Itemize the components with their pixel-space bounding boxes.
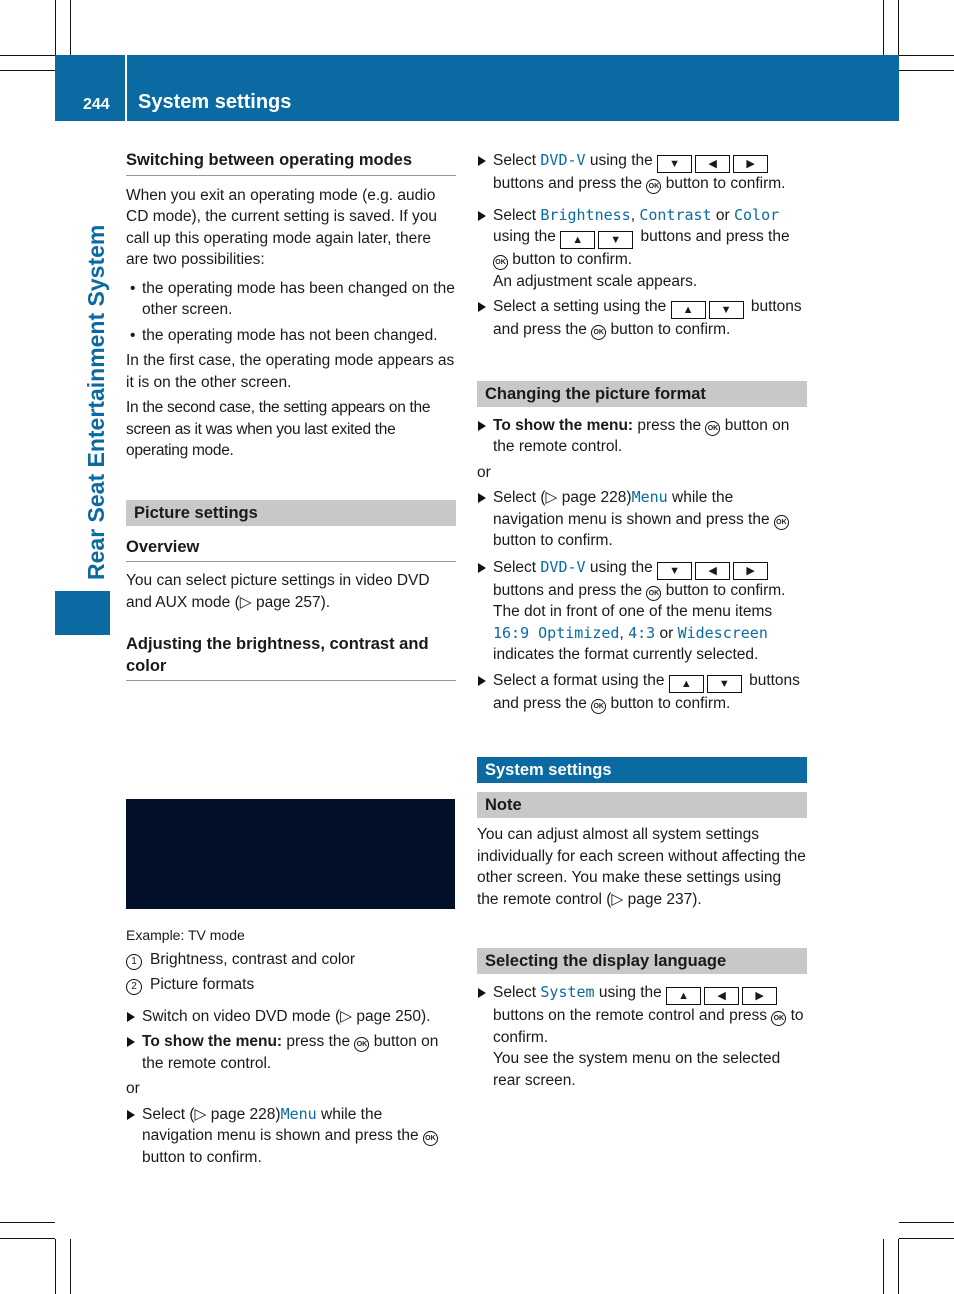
step-arrow-icon <box>127 1012 135 1022</box>
right-key-icon: ▶ <box>742 987 777 1005</box>
step-item: Switch on video DVD mode (▷ page 250). <box>126 1006 456 1028</box>
step-item: To show the menu: press the OK button on the remote control. <box>477 415 807 458</box>
ok-button-icon: OK <box>646 586 661 601</box>
list-item: • the operating mode has not been changed. <box>126 325 456 347</box>
legend-item: 2 Picture formats <box>126 974 456 996</box>
image-caption: Example: TV mode <box>126 927 245 943</box>
step-item: Select Brightness, Contrast or Color using the ▲ ▼ buttons and press the OK button to confirm. An adjustment scale appears. <box>477 205 807 293</box>
side-tab <box>55 591 110 635</box>
paragraph: When you exit an operating mode (e.g. audio CD mode), the current setting is saved. If you call up this operating mode again later, there are two possibilities: <box>126 186 437 268</box>
crop-mark <box>0 70 55 71</box>
left-key-icon: ◀ <box>695 562 730 580</box>
crop-mark <box>55 1239 56 1294</box>
step-arrow-icon <box>478 302 486 312</box>
ok-button-icon: OK <box>646 179 661 194</box>
step-arrow-icon <box>478 988 486 998</box>
up-key-icon: ▲ <box>560 231 595 249</box>
step-item: Select DVD-V using the ▼ ◀ ▶ buttons and press the OK button to confirm. <box>477 150 807 195</box>
ok-button-icon: OK <box>705 421 720 436</box>
crop-mark <box>0 55 55 56</box>
down-key-icon: ▼ <box>707 675 742 693</box>
crop-mark <box>898 0 899 55</box>
section-bar-system-settings: System settings <box>477 757 807 783</box>
left-key-icon: ◀ <box>695 155 730 173</box>
step-item: Select System using the ▲ ◀ ▶ buttons on the remote control and press OK to confirm. You see the system menu on the selected rear screen. <box>477 982 807 1091</box>
step-arrow-icon <box>127 1110 135 1120</box>
step-item: To show the menu: press the OK button on the remote control. <box>126 1031 456 1074</box>
down-key-icon: ▼ <box>657 155 692 173</box>
up-key-icon: ▲ <box>671 301 706 319</box>
paragraph: or <box>126 1080 140 1097</box>
heading-adjusting: Adjusting the brightness, contrast and color <box>126 634 456 681</box>
crop-mark <box>899 55 954 56</box>
paragraph: or <box>477 463 491 481</box>
heading-overview: Overview <box>126 537 456 563</box>
crop-mark <box>883 1239 884 1294</box>
crop-mark <box>899 1222 954 1223</box>
ok-button-icon: OK <box>591 325 606 340</box>
callout-number: 1 <box>126 954 142 970</box>
section-bar-picture-settings: Picture settings <box>126 500 456 526</box>
ok-button-icon: OK <box>774 515 789 530</box>
step-arrow-icon <box>478 493 486 503</box>
side-chapter-label: Rear Seat Entertainment System <box>83 224 109 580</box>
ok-button-icon: OK <box>354 1037 369 1052</box>
crop-mark <box>0 1222 55 1223</box>
step-item: Select a format using the ▲ ▼ buttons and press the OK button to confirm. <box>477 670 807 715</box>
down-key-icon: ▼ <box>657 562 692 580</box>
step-arrow-icon <box>478 421 486 431</box>
list-item: • the operating mode has been changed on the other screen. <box>126 278 456 321</box>
step-item: Select (▷ page 228)Menu while the navigation menu is shown and press the OK button to confirm. <box>477 487 807 552</box>
ok-button-icon: OK <box>423 1131 438 1146</box>
left-key-icon: ◀ <box>704 987 739 1005</box>
crop-mark <box>898 1239 899 1294</box>
step-arrow-icon <box>478 211 486 221</box>
crop-mark <box>55 0 56 55</box>
ok-button-icon: OK <box>493 255 508 270</box>
paragraph: In the first case, the operating mode appears as it is on the other screen. <box>126 352 455 391</box>
ok-button-icon: OK <box>771 1011 786 1026</box>
crop-mark <box>899 1238 954 1239</box>
step-item: Select DVD-V using the ▼ ◀ ▶ buttons and press the OK button to confirm. The dot in front of one of the menu items 16:9 Optimized, 4:3 or Widescreen indicates the format currently selected. <box>477 557 807 666</box>
step-item: Select (▷ page 228)Menu while the navigation menu is shown and press the OK button to confirm. <box>126 1104 456 1169</box>
step-arrow-icon <box>478 563 486 573</box>
left-column <box>126 150 456 1168</box>
right-column <box>477 150 807 1091</box>
up-key-icon: ▲ <box>669 675 704 693</box>
section-title: System settings <box>138 91 292 113</box>
screen-image <box>126 799 455 909</box>
crop-mark <box>0 1238 55 1239</box>
down-key-icon: ▼ <box>598 231 633 249</box>
crop-mark <box>70 0 71 55</box>
section-bar-picture-format: Changing the picture format <box>477 381 807 407</box>
step-arrow-icon <box>478 156 486 166</box>
page-number: 244 <box>83 96 110 113</box>
legend-item: 1 Brightness, contrast and color <box>126 949 456 971</box>
step-arrow-icon <box>127 1037 135 1047</box>
right-key-icon: ▶ <box>733 155 768 173</box>
header-divider <box>125 55 127 121</box>
paragraph: You can select picture settings in video DVD and AUX mode (▷ page 257). <box>126 572 430 611</box>
heading-switching-modes: Switching between operating modes <box>126 150 456 176</box>
paragraph: You can adjust almost all system settings individually for each screen without affecting the other screen. You make these settings using the remote control (▷ page 237). <box>477 826 806 908</box>
step-arrow-icon <box>478 676 486 686</box>
callout-number: 2 <box>126 979 142 995</box>
crop-mark <box>899 70 954 71</box>
section-bar-note: Note <box>477 792 807 818</box>
crop-mark <box>883 0 884 55</box>
crop-mark <box>70 1239 71 1294</box>
paragraph: In the second case, the setting appears on the screen as it was when you last exited the operating mode. <box>126 399 431 459</box>
section-bar-display-language: Selecting the display language <box>477 948 807 974</box>
down-key-icon: ▼ <box>709 301 744 319</box>
right-key-icon: ▶ <box>733 562 768 580</box>
page-header <box>55 55 899 121</box>
step-item: Select a setting using the ▲ ▼ buttons and press the OK button to confirm. <box>477 296 807 341</box>
up-key-icon: ▲ <box>666 987 701 1005</box>
ok-button-icon: OK <box>591 699 606 714</box>
